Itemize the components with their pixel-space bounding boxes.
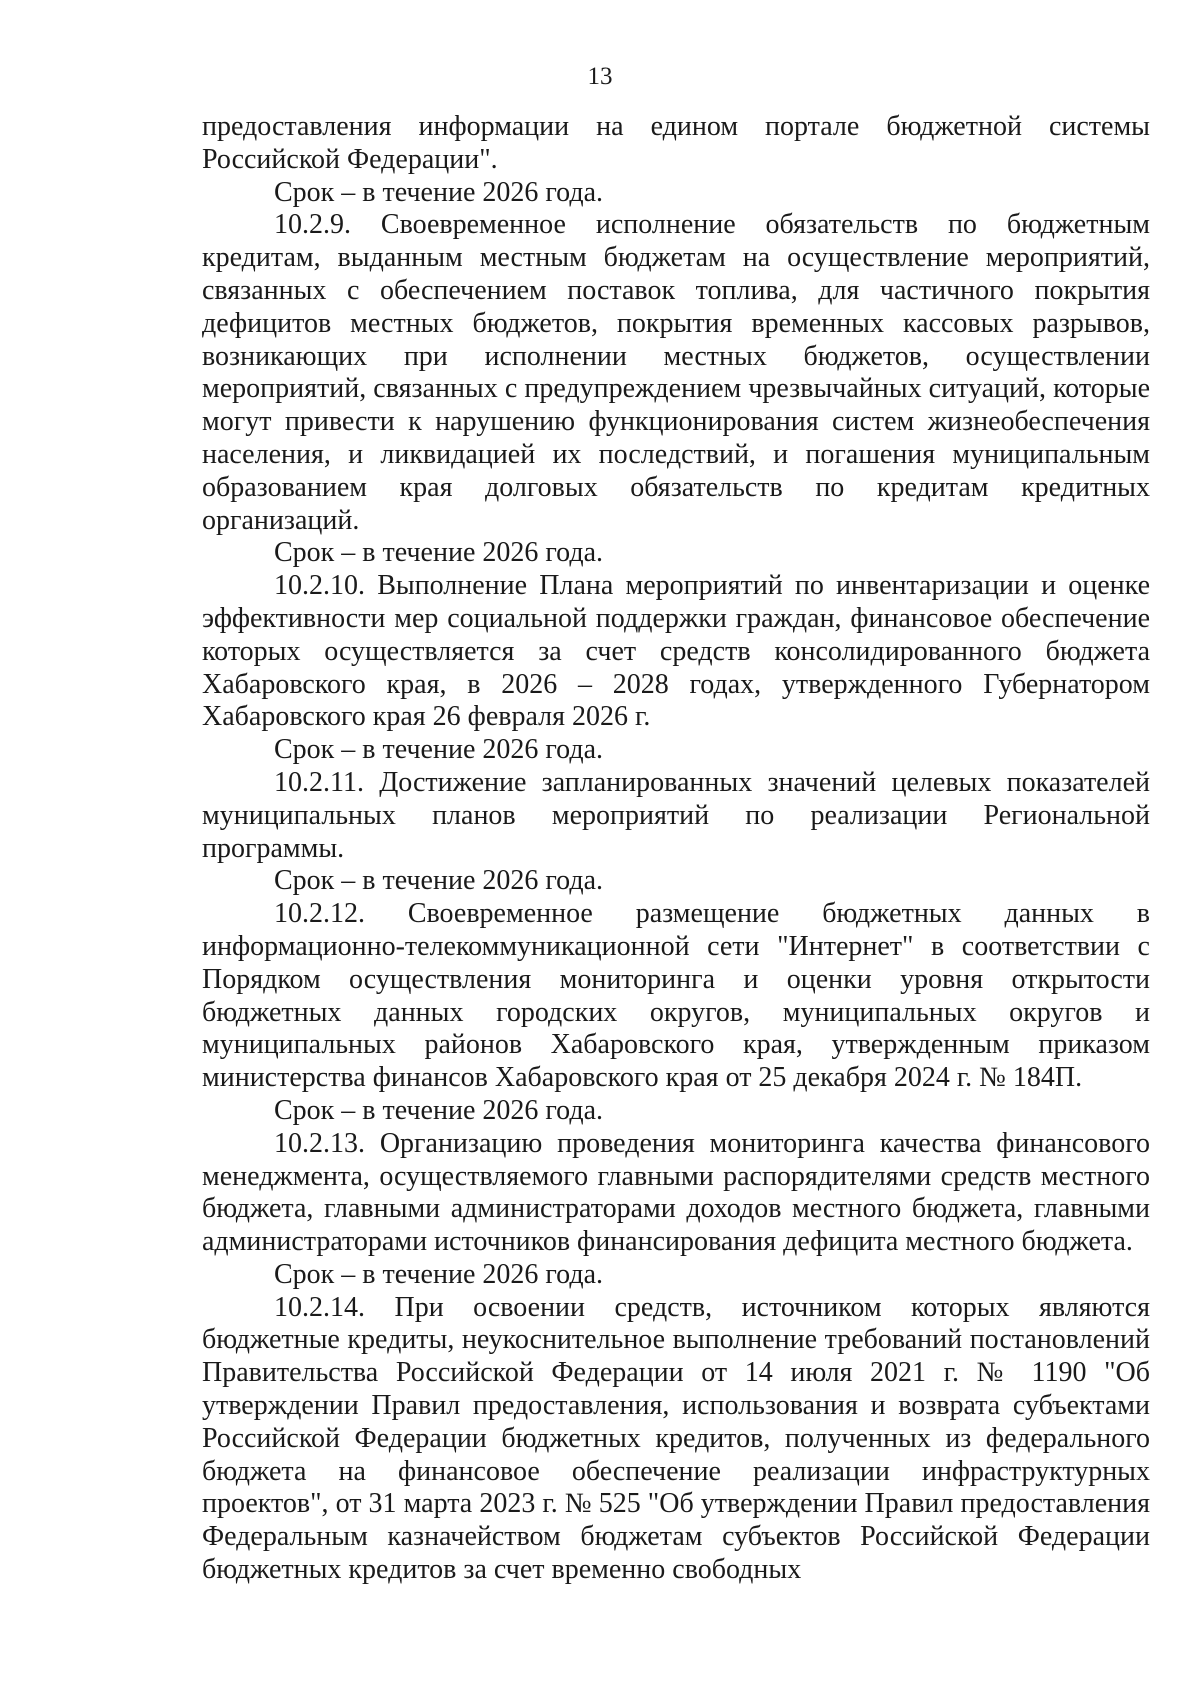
paragraph-continuation: предоставления информации на едином портале бюджетной системы Российской Федерации".: [202, 111, 1150, 175]
page-number: 13: [587, 63, 613, 90]
clause-10-2-14: 10.2.14. При освоении средств, источником которых являются бюджетные кредиты, неукоснительное выполнение требований постановлений Правительства Российской Федерации от 14 июля 2021 г. № 1190 "Об утверждении Правил предоставления, использования и возврата субъектами Российской Федерации бюджетных кредитов, полученных из федерального бюджета на финансовое обеспечение реализации инфраструктурных проектов", от 31 марта 2023 г. № 525 "Об утверждении Правил предоставления Федеральным казначейством бюджетам субъектов Российской Федерации бюджетных кредитов за счет временно свободных: [202, 1291, 1150, 1586]
deadline-line: Срок – в течение 2026 года.: [274, 1258, 604, 1290]
deadline-line: Срок – в течение 2026 года.: [274, 1094, 604, 1126]
clause-10-2-9: 10.2.9. Своевременное исполнение обязательств по бюджетным кредитам, выданным местным бюджетам на осуществление мероприятий, связанных с обеспечением поставок топлива, для частичного покрытия дефицитов местных бюджетов, покрытия временных кассовых разрывов, возникающих при исполнении местных бюджетов, осуществлении мероприятий, связанных с предупреждением чрезвычайных ситуаций, которые могут привести к нарушению функционирования систем жизнеобеспечения населения, и ликвидацией их последствий, и погашения муниципальным образованием края долговых обязательств по кредитам кредитных организаций.: [202, 209, 1150, 536]
clause-10-2-10: 10.2.10. Выполнение Плана мероприятий по инвентаризации и оценке эффективности мер социальной поддержки граждан, финансовое обеспечение которых осуществляется за счет средств консолидированного бюджета Хабаровского края, в 2026 – 2028 годах, утвержденного Губернатором Хабаровского края 26 февраля 2026 г.: [202, 570, 1150, 733]
document-body: [202, 111, 1150, 1587]
deadline-line: Срок – в течение 2026 года.: [274, 176, 604, 208]
deadline-line: Срок – в течение 2026 года.: [274, 734, 604, 766]
clause-10-2-12: 10.2.12. Своевременное размещение бюджетных данных в информационно-телекоммуникационной сети "Интернет" в соответствии с Порядком осуществления мониторинга и оценки уровня открытости бюджетных данных городских округов, муниципальных округов и муниципальных районов Хабаровского края, утвержденным приказом министерства финансов Хабаровского края от 25 декабря 2024 г. № 184П.: [202, 898, 1150, 1094]
clause-10-2-11: 10.2.11. Достижение запланированных значений целевых показателей муниципальных планов мероприятий по реализации Региональной программы.: [202, 766, 1150, 864]
clause-10-2-13: 10.2.13. Организацию проведения мониторинга качества финансового менеджмента, осуществляемого главными распорядителями средств местного бюджета, главными администраторами доходов местного бюджета, главными администраторами источников финансирования дефицита местного бюджета.: [202, 1127, 1150, 1258]
deadline-line: Срок – в течение 2026 года.: [274, 537, 604, 569]
deadline-line: Срок – в течение 2026 года.: [274, 865, 604, 897]
